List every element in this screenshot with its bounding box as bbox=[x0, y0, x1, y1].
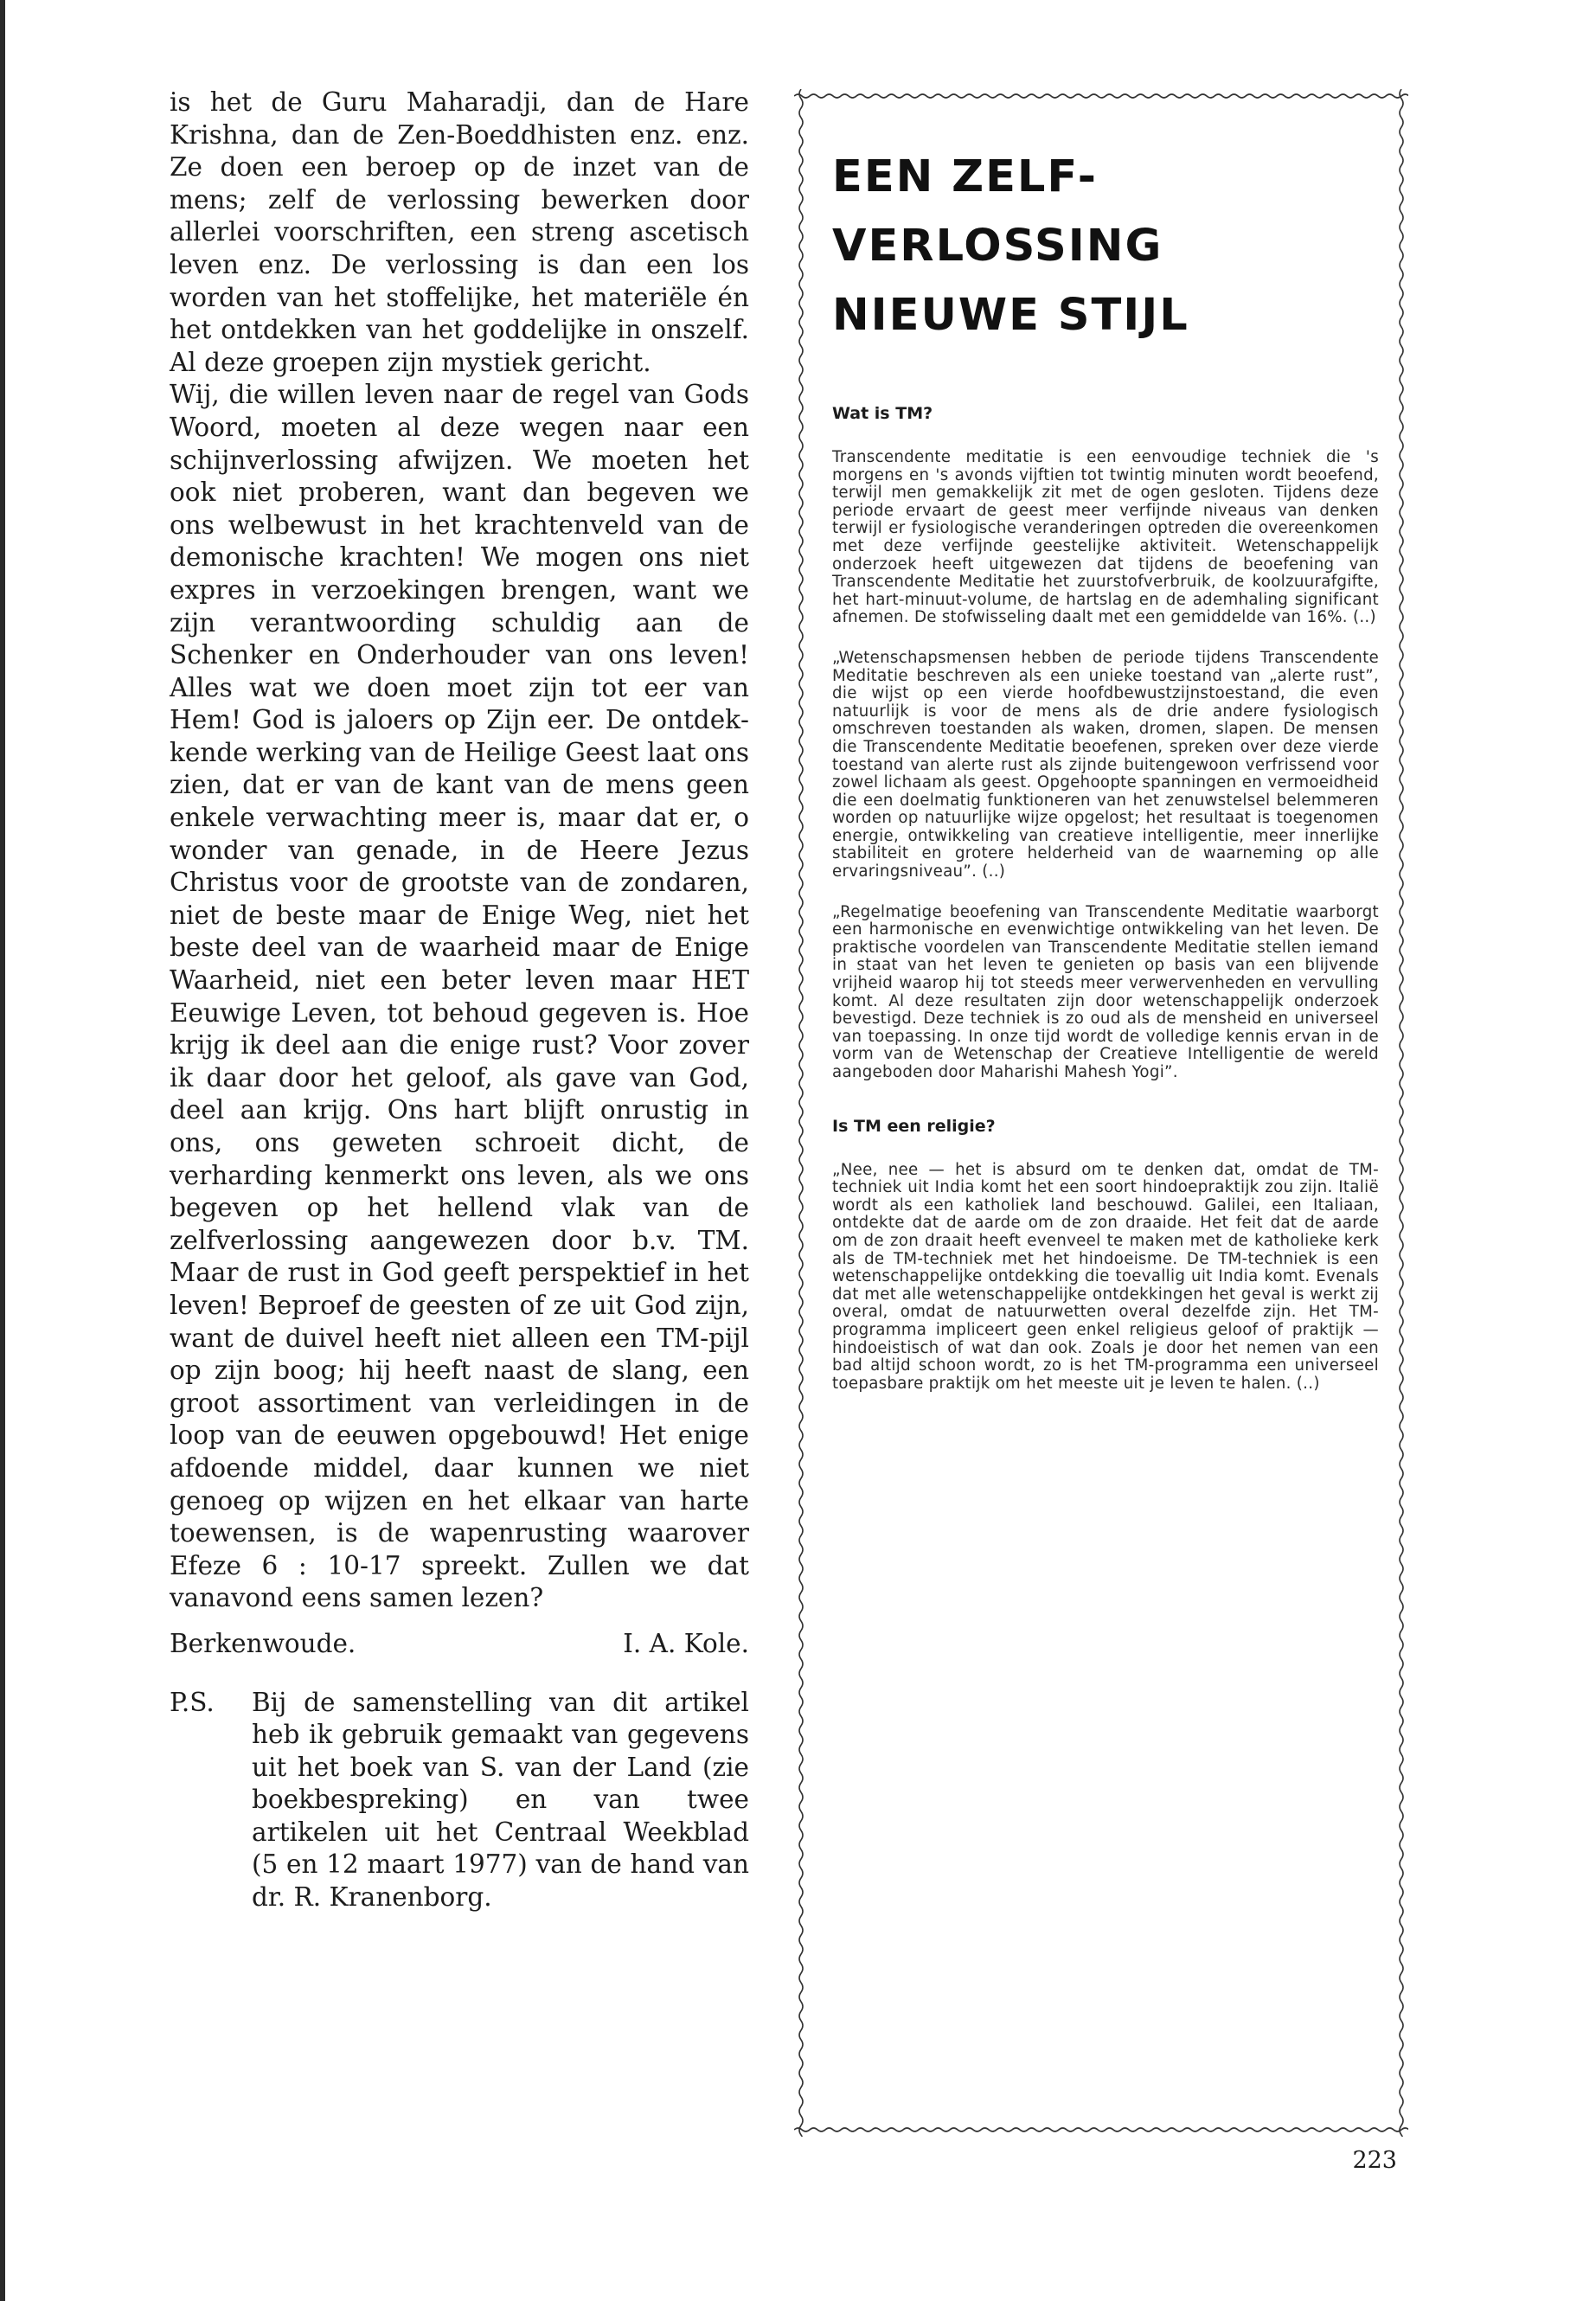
box-border-top bbox=[794, 89, 1408, 103]
signature-row bbox=[170, 1628, 749, 1661]
section-title-is-tm-een-religie: Is TM een religie? bbox=[832, 1116, 996, 1136]
signature-place: Berkenwoude. bbox=[170, 1628, 356, 1658]
sidebar-box bbox=[794, 89, 1408, 2137]
postscript bbox=[170, 1687, 749, 1914]
box-border-bottom bbox=[794, 2123, 1408, 2137]
article-paragraph-2: Wij, die willen leven naar de regel van Gods Woord, moeten al deze wegen naar een schijnverlossing afwijzen. We moeten het ook niet proberen, want dan begeven we ons welbewust in het krachtenveld van de demonische krachten! We mogen ons niet expres in verzoekingen brengen, want we zijn verantwoording schuldig aan de Schenker en Onderhouder van ons leven! Alles wat we doen moet zijn tot eer van Hem! God is jaloers op Zijn eer. De ontdekkende werking van de Heilige Geest laat ons zien, dat er van de kant van de mens geen enkele verwachting meer is, maar dat er, o wonder van genade, in de Heere Jezus Christus voor de grootste van de zondaren, niet de beste maar de Enige Weg, niet het beste deel van de waarheid maar de Enige Waarheid, niet een beter leven maar HET Eeuwige Leven, tot behoud gegeven is. Hoe krijg ik deel aan die enige rust? Voor zover ik daar door het geloof, als gave van God, deel aan krijg. Ons hart blijft onrustig in ons, ons geweten schroeit dicht, de verharding kenmerkt ons leven, als we ons begeven op het hellend vlak van de zelfverlossing aangewezen door b.v. TM. Maar de rust in God geeft perspektief in het leven! Beproef de geesten of ze uit God zijn, want de duivel heeft niet alleen een TM-pijl op zijn boog; hij heeft naast de slang, een groot assortiment van verleidingen in de loop van de eeuwen opgebouwd! Het enige afdoende middel, daar kunnen we niet genoeg op wijzen en het elkaar van harte toewensen, is de wapenrusting waarover Efeze 6 : 10-17 spreekt. Zullen we dat vanavond eens samen lezen? bbox=[170, 380, 749, 1613]
box-border-left bbox=[794, 89, 808, 2137]
box-paragraph-1: Transcendente meditatie is een eenvoudige techniek die 's morgens en 's avonds vijftien tot twintig minuten wordt beoefend, terwijl men gemakkelijk zit met de ogen gesloten. Tijdens deze periode ervaart de geest meer verfijnde niveaus van denken terwijl er fysiologische veranderingen optreden die overeenkomen met deze verfijnde geestelijke aktiviteit. Wetenschappelijk onderzoek heeft uitgewezen dat tijdens de beoefening van Transcendente Meditatie het zuurstofverbruik, de koolzuurafgifte, het hart-minuut-volume, de hartslag en de ademhaling significant afnemen. De stofwisseling daalt met een gemiddelde van 16%. (..) bbox=[832, 448, 1379, 627]
page-number: 223 bbox=[1352, 2147, 1397, 2174]
box-paragraph-2: „Wetenschapsmensen hebben de periode tijdens Transcendente Meditatie beschreven als een unieke toestand van „alerte rust”, die wijst op een vierde hoofdbewustzijnstoestand, die even natuurlijk is voor de mens als de drie andere fysiologisch omschreven toestanden als waken, dromen, slapen. De mensen die Transcendente Meditatie beoefenen, spreken over deze vierde toestand van alerte rust als zijnde buitengewoon verfrissend voor zowel lichaam als geest. Opgehoopte spanningen en vermoeidheid die een doelmatig funktioneren van het zenuwstelsel belemmeren worden op natuurlijke wijze opgelost; het resultaat is toegenomen energie, ontwikkeling van creatieve intelligentie, meer innerlijke stabiliteit en grotere helderheid van de waarneming op alle ervaringsniveau”. (..) bbox=[832, 648, 1379, 881]
box-content bbox=[832, 143, 1379, 1415]
section-title-wat-is-tm: Wat is TM? bbox=[832, 404, 933, 423]
headline-line-1: EEN ZELF- bbox=[832, 151, 1098, 202]
headline-line-2: VERLOSSING bbox=[832, 221, 1163, 272]
box-border-right bbox=[1394, 89, 1408, 2137]
box-paragraph-3: „Regelmatige beoefening van Transcendente Meditatie waarborgt een harmonische en evenwichtige ontwikkeling van het leven. De praktische voordelen van Transcendente Meditatie stellen iemand in staat van het leven te genieten op basis van een blijvende vrijheid waarop hij tot steeds meer verwervenheden en vervulling komt. Al deze resultaten zijn door wetenschappelijk onderzoek bevestigd. Deze techniek is zo oud als de mensheid en universeel van toepassing. In onze tijd wordt de volledige kennis ervan in de vorm van de Wetenschap der Creatieve Intelligentie de wereld aangeboden door Maharishi Mahesh Yogi”. bbox=[832, 902, 1379, 1081]
left-column bbox=[170, 87, 749, 1914]
box-paragraph-4: „Nee, nee — het is absurd om te denken dat, omdat de TM-techniek uit India komt het een soort hindoepraktijk zou zijn. Italië wordt als een katholiek land beschouwd. Galilei, een Italiaan, ontdekte dat de aarde om de zon draaide. Het feit dat de aarde om de zon draait heeft evenveel te maken met de katholieke kerk als de TM-techniek met het hindoeisme. De TM-techniek is een wetenschappelijke ontdekking die toevallig uit India komt. Evenals dat met alle wetenschappelijke ontdekkingen het geval is werkt zij overal, omdat de natuurwetten overal dezelfde zijn. Het TM-programma impliceert geen enkel religieus geloof of praktijk — hindoeistisch of wat dan ook. Zoals je door het nemen van een bad altijd schoon wordt, zo is het TM-programma een universeel toepasbare praktijk om het meeste uit je leven te halen. (..) bbox=[832, 1160, 1379, 1393]
box-headline bbox=[832, 143, 1379, 350]
scan-edge bbox=[0, 0, 5, 2301]
signature-author: I. A. Kole. bbox=[623, 1628, 749, 1658]
article-paragraph-1: is het de Guru Maharadji, dan de Hare Krishna, dan de Zen-Boeddhisten enz. enz. Ze doen een beroep op de inzet van de mens; zelf de verlossing bewerken door allerlei voorschriften, een streng ascetisch leven enz. De verlossing is dan een los worden van het stoffelijke, het materiële én het ontdekken van het goddelijke in onszelf. Al deze groepen zijn mystiek gericht. bbox=[170, 87, 749, 377]
postscript-text: Bij de samenstelling van dit artikel heb ik gebruik gemaakt van gegevens uit het boek van S. van der Land (zie boekbespreking) en van twee artikelen uit het Centraal Weekblad (5 en 12 maart 1977) van de hand van dr. R. Kranenborg. bbox=[252, 1687, 749, 1913]
postscript-label: P.S. bbox=[170, 1687, 215, 1717]
headline-line-3: NIEUWE STIJL bbox=[832, 290, 1189, 341]
